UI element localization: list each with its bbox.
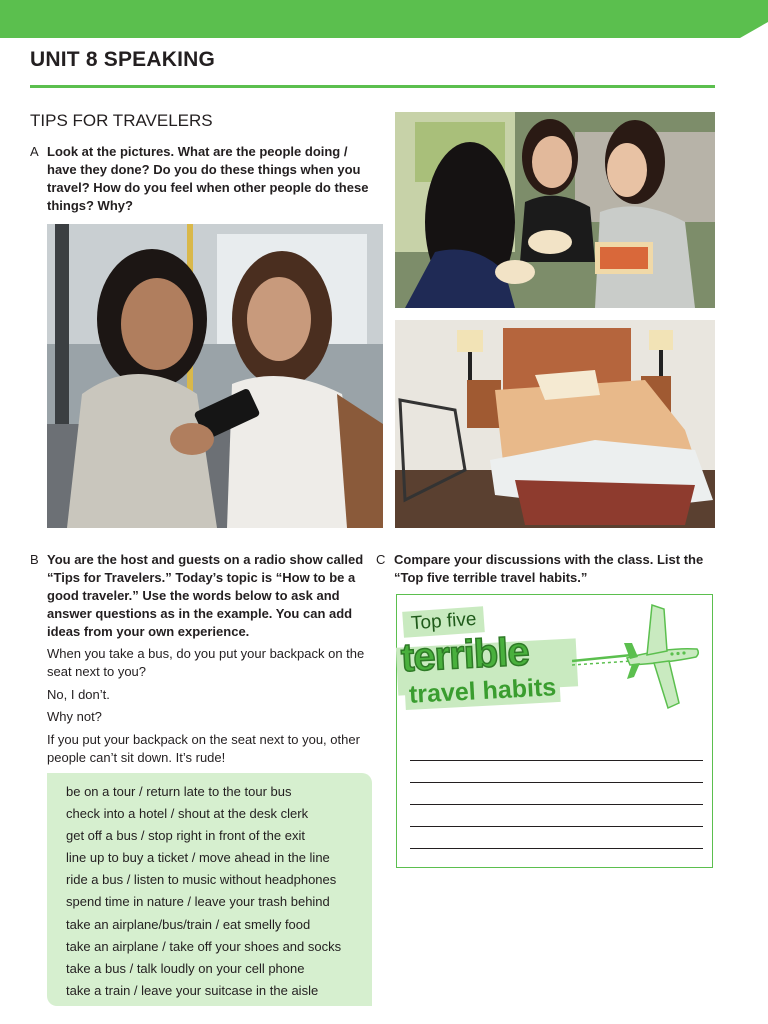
dialog-line: When you take a bus, do you put your backpack on the seat next to you? — [47, 646, 365, 679]
exercise-b-instruction: You are the host and guests on a radio show called “Tips for Travelers.” Today’s topic is “How to be a good traveler.” Use the words below to ask and answer questions as in the example. You can add ideas from your own experience. — [47, 552, 364, 639]
prompt-item: line up to buy a ticket / move ahead in the line — [66, 850, 330, 866]
answer-line[interactable] — [410, 804, 703, 805]
headline-travel-habits: travel habits — [404, 673, 561, 710]
prompt-item: be on a tour / return late to the tour bus — [66, 784, 292, 799]
prompt-item: take an airplane / take off your shoes and socks — [66, 938, 342, 954]
unit-title: UNIT 8 SPEAKING — [30, 48, 216, 71]
photo-messy-hotel-bed — [395, 320, 715, 528]
exercise-c-letter: C — [376, 552, 386, 567]
answer-line[interactable] — [410, 760, 703, 761]
photo-women-on-bus — [47, 224, 383, 528]
headline-terrible: terrible — [399, 629, 530, 681]
exercise-b-letter: B — [30, 552, 39, 567]
exercise-a-instruction: Look at the pictures. What are the people doing / have they done? Do you do these things when you travel? How do you feel when other people do these things? Why? — [47, 144, 369, 213]
prompt-item: take a bus / talk loudly on your cell phone — [66, 960, 305, 976]
prompt-item: take an airplane/bus/train / eat smelly food — [66, 916, 311, 932]
prompt-item: check into a hotel / shout at the desk clerk — [66, 806, 309, 822]
exercise-c-instruction: Compare your discussions with the class. List the “Top five terrible travel habits.” — [394, 552, 704, 585]
answer-line[interactable] — [410, 826, 703, 827]
header-rule — [30, 85, 715, 88]
answer-line[interactable] — [410, 848, 703, 849]
prompt-item: take a train / leave your suitcase in the aisle — [66, 982, 319, 998]
answer-line[interactable] — [410, 782, 703, 783]
dialog-line: Why not? — [47, 709, 102, 724]
prompt-item: ride a bus / listen to music without headphones — [66, 872, 337, 888]
airplane-icon — [572, 603, 702, 713]
dialog-line: No, I don’t. — [47, 687, 110, 702]
prompt-item: spend time in nature / leave your trash behind — [66, 894, 330, 910]
photo-women-eating-on-train — [395, 112, 715, 308]
top-color-bar — [0, 0, 768, 38]
prompt-box — [47, 773, 372, 1006]
section-title: TIPS FOR TRAVELERS — [30, 111, 213, 130]
top-five-tag: Top five — [402, 606, 485, 638]
exercise-a-letter: A — [30, 144, 39, 159]
prompt-item: get off a bus / stop right in front of the exit — [66, 828, 305, 844]
top-five-box — [396, 594, 713, 868]
top-bar-notch — [740, 22, 768, 38]
dialog-line: If you put your backpack on the seat next to you, other people can’t sit down. It’s rude! — [47, 732, 360, 765]
